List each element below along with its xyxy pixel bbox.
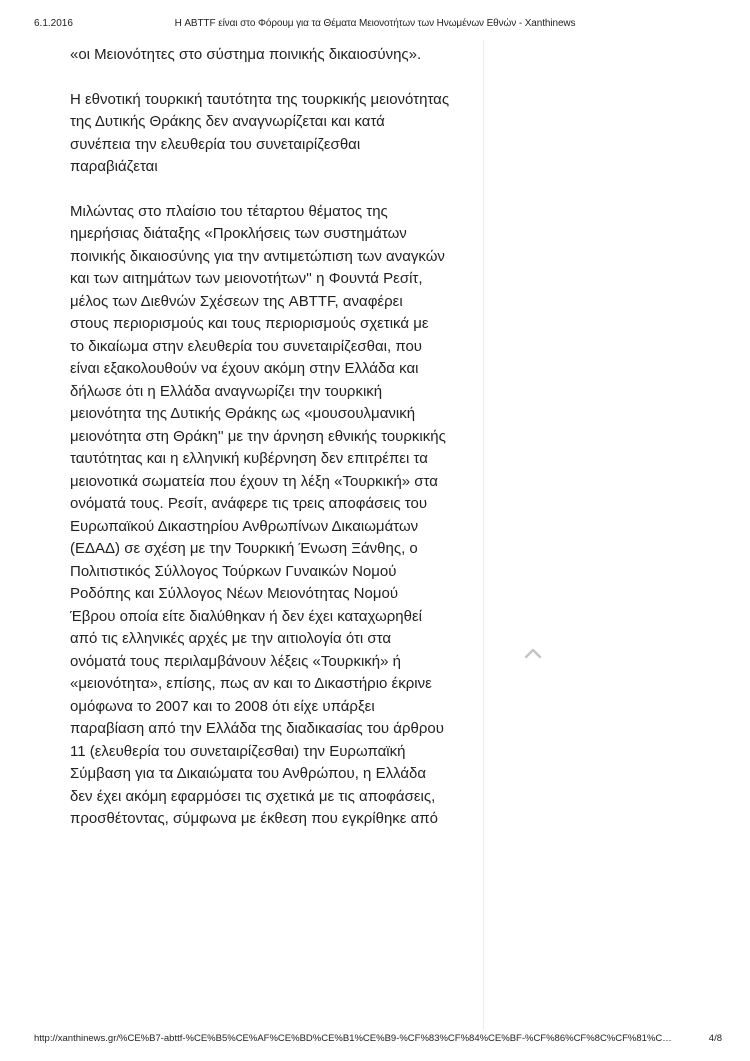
text-line: ποινικής δικαιοσύνης για την αντιμετώπιση των αναγκών <box>70 247 445 265</box>
text-line: μειονότητα της Δυτικής Θράκης ως «μουσουλμανική <box>70 405 416 422</box>
print-header <box>0 18 750 32</box>
chevron-up-icon[interactable] <box>522 646 544 660</box>
text-line: δήλωσε ότι η Ελλάδα αναγνωρίζει την τουρκική <box>70 382 383 400</box>
text-line: Μιλώντας στο πλαίσιο του τέταρτου θέματος της <box>70 202 388 220</box>
text-line: μειονοτικά σωματεία που έχουν τη λέξη «Τουρκική» στα <box>70 472 438 490</box>
article-body <box>70 44 478 853</box>
text-line: ομόφωνα το 2007 και το 2008 ότι είχε υπάρξει <box>70 697 375 715</box>
text-line: ονόματά τους. Ρεσίτ, ανάφερε τις τρεις αποφάσεις του <box>70 495 428 512</box>
page-url: http://xanthinews.gr/%CE%B7-abttf-%CE%B5%CE%AF%CE%BD%CE%B1%CE%B9-%CF%83%CF%84%CE%BF-%CF%86%CF%8C%CF%81%C… <box>34 1033 672 1044</box>
text-line: 11 (ελευθερία του συνεταιρίζεσθαι) την Ευρωπαϊκή <box>70 742 406 760</box>
print-date: 6.1.2016 <box>34 18 73 29</box>
text-line: ταυτότητας και η ελληνική κυβέρνηση δεν επιτρέπει τα <box>70 450 428 467</box>
text-line: και των αιτημάτων των μειονοτήτων'' η Φουντά Ρεσίτ, <box>70 270 423 287</box>
column-divider <box>483 40 484 1030</box>
text-line: είναι εξακολουθούν να έχουν ακόμη στην Ελλάδα και <box>70 360 419 377</box>
text-line: (ΕΔΑΔ) σε σχέση με την Τουρκική Ένωση Ξάνθης, ο <box>70 540 418 557</box>
text-line: ονόματά τους περιλαμβάνουν λέξεις «Τουρκική» ή <box>70 652 401 670</box>
text-line: συνέπεια την ελευθερία του συνεταιρίζεσθαι <box>70 135 361 153</box>
paragraph-intro <box>70 44 478 67</box>
text-line: μειονότητα στη Θράκη'' με την άρνηση εθνικής τουρκικής <box>70 427 446 445</box>
text-line: στους περιορισμούς και τους περιορισμούς σχετικά με <box>70 315 429 332</box>
print-title: Η ABTTF είναι στο Φόρουμ για τα Θέματα Μειονοτήτων των Ηνωμένων Εθνών - Xanthinews <box>174 18 576 29</box>
paragraph-subheading <box>70 89 478 179</box>
text-line: παραβίαση από την Ελλάδα της διαδικασίας του άρθρου <box>70 720 444 737</box>
text-line: από τις ελληνικές αρχές με την αιτιολογία ότι στα <box>70 630 392 647</box>
text-line: Η εθνοτική τουρκική ταυτότητα της τουρκικής μειονότητας <box>70 90 450 108</box>
paragraph-main <box>70 201 478 831</box>
text-line: μέλος των Διεθνών Σχέσεων της ABTTF, αναφέρει <box>70 292 403 310</box>
text-line: το δικαίωμα στην ελευθερία του συνεταιρίζεσθαι, που <box>70 337 423 355</box>
page-number: 4/8 <box>708 1033 722 1044</box>
text-line: «οι Μειονότητες στο σύστημα ποινικής δικαιοσύνης». <box>70 46 422 63</box>
text-line: Πολιτιστικός Σύλλογος Τούρκων Γυναικών Νομού <box>70 562 397 580</box>
text-line: Ευρωπαϊκού Δικαστηρίου Ανθρωπίνων Δικαιωμάτων <box>70 517 419 535</box>
text-line: Σύμβαση για τα Δικαιώματα του Ανθρώπου, η Ελλάδα <box>70 765 427 782</box>
text-line: δεν έχει ακόμη εφαρμόσει τις σχετικά με τις αποφάσεις, <box>70 787 436 805</box>
text-line: προσθέτοντας, σύμφωνα με έκθεση που εγκρίθηκε από <box>70 810 438 827</box>
text-line: ημερήσιας διάταξης «Προκλήσεις των συστημάτων <box>70 225 407 242</box>
text-line: Έβρου οποία είτε διαλύθηκαν ή δεν έχει καταχωρηθεί <box>70 607 423 625</box>
print-footer <box>0 1033 750 1047</box>
text-line: Ροδόπης και Σύλλογος Νέων Μειονότητας Νομού <box>70 585 399 602</box>
text-line: παραβιάζεται <box>70 158 158 175</box>
text-line: της Δυτικής Θράκης δεν αναγνωρίζεται και κατά <box>70 113 385 130</box>
text-line: «μειονότητα», επίσης, πως αν και το Δικαστήριο έκρινε <box>70 675 432 692</box>
